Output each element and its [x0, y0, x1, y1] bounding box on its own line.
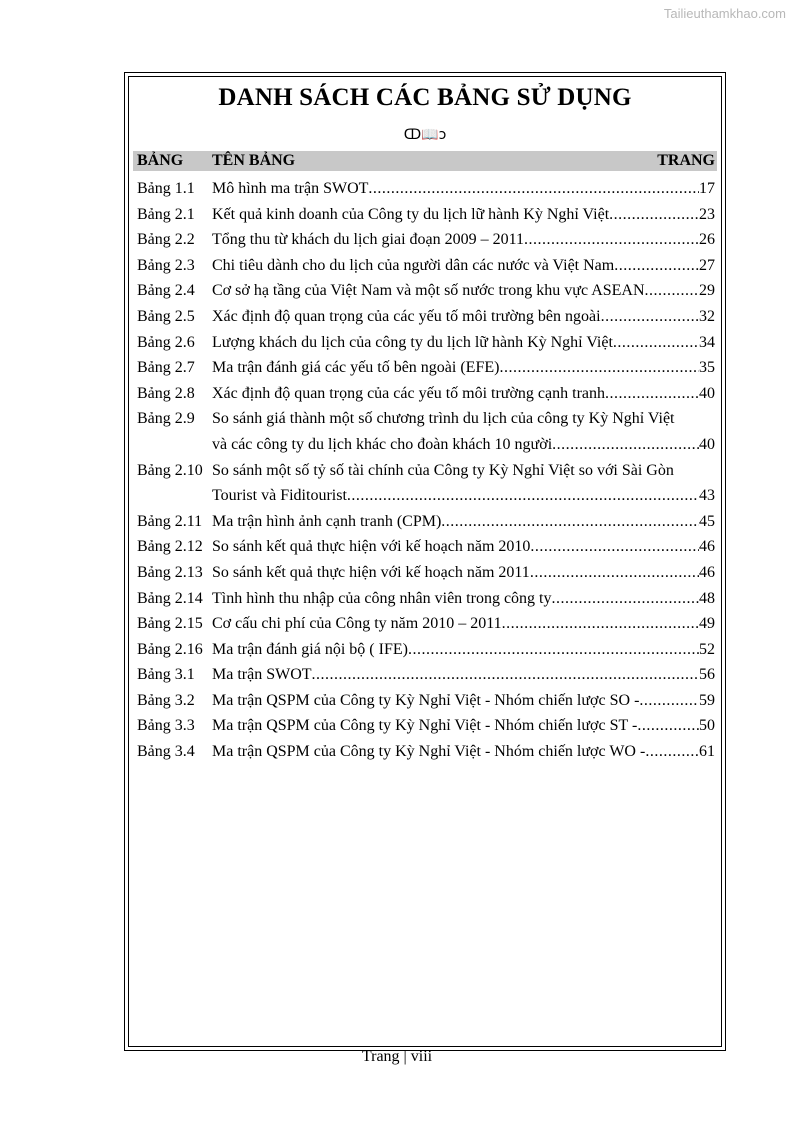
entry-title: Ma trận hình ảnh cạnh tranh (CPM) — [212, 512, 442, 530]
entry-page: 49 — [699, 615, 715, 633]
entry-page: 45 — [699, 512, 715, 530]
entry-page: 48 — [699, 589, 715, 607]
entry-title: Cơ sở hạ tầng của Việt Nam và một số nước trong khu vực ASEAN — [212, 282, 645, 300]
entry-number: Bảng 2.13 — [137, 563, 203, 581]
entry-number: Bảng 2.4 — [137, 282, 195, 300]
dot-leader — [524, 227, 699, 253]
table-entry[interactable] — [133, 304, 717, 330]
entry-page: 46 — [699, 538, 715, 556]
dot-leader — [551, 586, 699, 612]
page-footer — [0, 1048, 794, 1066]
dot-leader — [408, 637, 699, 663]
dot-leader — [502, 611, 699, 637]
entry-page: 17 — [699, 180, 715, 197]
table-entry[interactable] — [133, 227, 717, 253]
entry-number: Bảng 2.9 — [137, 410, 195, 428]
table-entry[interactable] — [133, 509, 717, 535]
entry-page: 40 — [699, 435, 715, 453]
entry-page: 32 — [699, 307, 715, 325]
dot-leader — [605, 381, 699, 407]
entry-page: 34 — [699, 333, 715, 351]
page-frame — [124, 72, 726, 1051]
footer-page-number: viii — [410, 1048, 433, 1065]
table-entry[interactable] — [133, 406, 717, 457]
entry-number: Bảng 2.2 — [137, 231, 195, 249]
table-entry[interactable] — [133, 611, 717, 637]
entry-number: Bảng 2.12 — [137, 538, 203, 556]
header-bang: BẢNG — [137, 152, 184, 169]
table-entry[interactable] — [133, 458, 717, 509]
entry-page: 56 — [699, 666, 715, 684]
entry-title: Ma trận QSPM của Công ty Kỳ Nghỉ Việt - Nhóm chiến lược WO - — [212, 743, 646, 761]
entry-title: Ma trận đánh giá nội bộ ( IFE) — [212, 640, 408, 658]
page-title: DANH SÁCH CÁC BẢNG SỬ DỤNG — [218, 84, 632, 111]
entry-title: Chi tiêu dành cho du lịch của người dân các nước và Việt Nam — [212, 256, 615, 274]
entry-title: Kết quả kinh doanh của Công ty du lịch lữ hành Kỳ Nghỉ Việt — [212, 205, 610, 223]
entry-number: Bảng 2.8 — [137, 384, 195, 402]
watermark: Tailieuthamkhao.com — [663, 6, 786, 21]
entry-number: Bảng 3.2 — [137, 691, 195, 709]
entry-number: Bảng 2.5 — [137, 307, 195, 325]
entry-title: và các công ty du lịch khác cho đoàn khách 10 người — [212, 435, 553, 453]
entry-number: Bảng 2.10 — [137, 461, 203, 479]
table-entry[interactable] — [133, 278, 717, 304]
entry-title: Ma trận QSPM của Công ty Kỳ Nghỉ Việt - Nhóm chiến lược ST - — [212, 717, 638, 735]
entry-title: Xác định độ quan trọng của các yếu tố môi trường cạnh tranh — [212, 384, 606, 402]
entry-page: 29 — [699, 282, 715, 300]
entry-title: Ma trận QSPM của Công ty Kỳ Nghỉ Việt - Nhóm chiến lược SO - — [212, 691, 640, 709]
table-entry[interactable] — [133, 713, 717, 739]
entry-title: Xác định độ quan trọng của các yếu tố môi trường bên ngoài — [212, 307, 601, 325]
dot-leader — [530, 534, 699, 560]
entry-page: 46 — [699, 563, 715, 581]
entry-title: Lượng khách du lịch của công ty du lịch lữ hành Kỳ Nghỉ Việt — [212, 333, 613, 351]
table-entry[interactable] — [133, 739, 717, 765]
table-entry[interactable] — [133, 688, 717, 714]
page-frame-inner — [128, 76, 722, 1047]
entry-title: So sánh giá thành một số chương trình du lịch của công ty Kỳ Nghỉ Việt — [212, 410, 675, 428]
dot-leader — [530, 560, 699, 586]
table-entry[interactable] — [133, 637, 717, 663]
dot-leader — [312, 662, 699, 688]
entry-page: 26 — [699, 231, 715, 249]
entry-number: Bảng 2.16 — [137, 640, 203, 658]
entry-number: Bảng 2.7 — [137, 359, 195, 377]
entry-page: 40 — [699, 384, 715, 402]
dot-leader — [441, 509, 699, 535]
dot-leader — [601, 304, 699, 330]
entry-number: Bảng 2.6 — [137, 333, 195, 351]
entry-number: Bảng 2.3 — [137, 256, 195, 274]
header-ten-bang: TÊN BẢNG — [212, 152, 296, 169]
entry-number: Bảng 2.1 — [137, 205, 195, 223]
dot-leader — [639, 688, 699, 714]
header-trang: TRANG — [657, 152, 715, 169]
entry-number: Bảng 3.3 — [137, 717, 195, 735]
footer-label: Trang — [361, 1048, 400, 1065]
table-entry[interactable] — [133, 586, 717, 612]
entry-title: Tình hình thu nhập của công nhân viên trong công ty — [212, 589, 552, 607]
dot-leader — [347, 483, 699, 509]
entry-page: 52 — [699, 640, 715, 658]
table-entry[interactable] — [133, 176, 717, 202]
table-entry[interactable] — [133, 253, 717, 279]
entry-number: Bảng 1.1 — [137, 180, 195, 197]
footer-separator: | — [403, 1048, 407, 1065]
entry-title: Tourist và Fiditourist — [212, 487, 347, 505]
entry-number: Bảng 2.15 — [137, 615, 203, 633]
entry-page: 43 — [699, 487, 715, 505]
table-entry[interactable] — [133, 330, 717, 356]
entry-number: Bảng 3.1 — [137, 666, 195, 684]
dot-leader — [609, 202, 699, 228]
entry-title: Tổng thu từ khách du lịch giai đoạn 2009 – 2011 — [212, 231, 525, 249]
dot-leader — [499, 355, 699, 381]
entry-page: 23 — [699, 205, 715, 223]
entry-title: Ma trận SWOT — [212, 666, 312, 684]
dot-leader — [645, 739, 699, 765]
entry-title: Cơ cấu chi phí của Công ty năm 2010 – 2011 — [212, 615, 502, 633]
dot-leader — [613, 330, 699, 356]
entry-title: So sánh một số tỷ số tài chính của Công ty Kỳ Nghỉ Việt so với Sài Gòn — [212, 461, 674, 479]
table-entry[interactable] — [133, 560, 717, 586]
entry-page: 59 — [699, 691, 715, 709]
dot-leader — [637, 713, 699, 739]
dot-leader — [368, 176, 699, 202]
table-header — [133, 151, 717, 171]
entry-page: 61 — [699, 743, 715, 761]
table-entry[interactable] — [133, 202, 717, 228]
entry-page: 35 — [699, 359, 715, 377]
table-entry[interactable] — [133, 381, 717, 407]
dot-leader — [645, 278, 699, 304]
table-entry[interactable] — [133, 355, 717, 381]
entry-title: So sánh kết quả thực hiện với kế hoạch năm 2011 — [212, 563, 530, 581]
entry-page: 50 — [699, 717, 715, 735]
entry-title: So sánh kết quả thực hiện với kế hoạch năm 2010 — [212, 538, 531, 556]
entry-number: Bảng 2.11 — [137, 512, 203, 530]
entry-title: Mô hình ma trận SWOT — [212, 180, 369, 197]
entry-title: Ma trận đánh giá các yếu tố bên ngoài (EFE) — [212, 359, 500, 377]
dot-leader — [552, 432, 699, 458]
table-entry[interactable] — [133, 534, 717, 560]
table-entry[interactable] — [133, 662, 717, 688]
entry-page: 27 — [699, 256, 715, 274]
ornament-book-icon: ↀ📖ↄ — [403, 127, 447, 143]
entry-number: Bảng 2.14 — [137, 589, 203, 607]
table-list — [133, 176, 717, 765]
entry-number: Bảng 3.4 — [137, 743, 195, 761]
dot-leader — [614, 253, 699, 279]
